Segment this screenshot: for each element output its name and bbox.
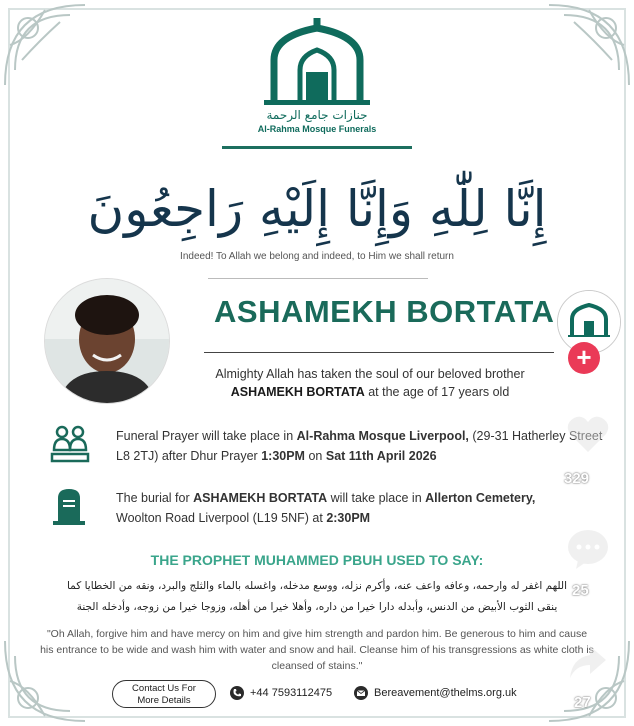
hadith-arabic-line: ينقى الثوب الأبيض من الدنس، وأبدله دارا خيرا من داره، وأهلا خيرا من أهله، وزوجا خيرا من زوجه، وأدخله الجنة (76, 601, 558, 613)
prayer-date: Sat 11th April 2026 (325, 449, 437, 463)
grave-icon (52, 486, 86, 531)
intro-name: ASHAMEKH BORTATA (230, 385, 365, 399)
announcement-text (180, 365, 560, 401)
phone-contact[interactable] (230, 686, 332, 700)
prayer-text: Funeral Prayer will take place in (116, 429, 294, 443)
share-icon[interactable] (568, 644, 608, 685)
burial-name: ASHAMEKH BORTATA (193, 491, 328, 505)
heart-icon[interactable] (566, 414, 610, 459)
ornament-corner-top-right (544, 0, 634, 90)
phone-number: +44 7593112475 (250, 686, 333, 699)
like-count: 329 (564, 470, 590, 487)
verse-calligraphy: إِنَّا لِلّٰهِ وَإِنَّا إِلَيْهِ رَاجِعُونَ (87, 180, 547, 238)
divider (222, 146, 412, 149)
ornament-corner-top-left (0, 0, 90, 90)
prayer-on: on (308, 449, 323, 463)
mosque-logo-icon (262, 14, 372, 106)
hadith-arabic (56, 576, 578, 618)
verse-translation: Indeed! To Allah we belong and indeed, to Him we shall return (180, 251, 454, 262)
follow-plus-button[interactable]: + (568, 342, 600, 374)
burial-time: 2:30PM (326, 511, 371, 525)
deceased-photo (44, 278, 170, 404)
people-praying-icon (50, 424, 90, 469)
burial-info (116, 488, 616, 528)
contact-line: More Details (137, 695, 191, 706)
logo-arabic-text: جنازات جامع الرحمة (266, 108, 368, 122)
intro-line: Almighty Allah has taken the soul of our beloved brother (215, 367, 525, 381)
burial-text-2: will take place in (330, 491, 422, 505)
email-icon (354, 686, 368, 700)
funeral-prayer-info (116, 426, 616, 466)
burial-text: The burial for (116, 491, 190, 505)
share-count: 27 (574, 694, 591, 711)
prayer-mosque: Al-Rahma Mosque Liverpool, (296, 429, 469, 443)
comment-count: 25 (572, 582, 589, 599)
hadith-arabic-line: اللهم اغفر له وارحمه، وعافه واعف عنه، وأكرم نزله، ووسع مدخله، واغسله بالماء والثلج والبرد، ونقه من الخطايا كما (66, 580, 568, 592)
email-contact[interactable] (354, 686, 517, 700)
comment-icon[interactable] (566, 528, 610, 575)
divider (208, 278, 428, 279)
deceased-name: ASHAMEKH BORTATA (214, 294, 555, 329)
contact-footer (112, 680, 532, 710)
burial-address: Woolton Road Liverpool (L19 5NF) at (116, 511, 323, 525)
prayer-address: (29-31 Hatherley Street L8 2TJ) after Dhur Prayer (116, 429, 603, 463)
contact-line: Contact Us For (132, 683, 196, 694)
logo-english-text: Al-Rahma Mosque Funerals (257, 124, 377, 134)
hadith-heading: THE PROPHET MUHAMMED PBUH USED TO SAY: (150, 552, 484, 568)
prayer-time: 1:30PM (261, 449, 305, 463)
burial-cemetery: Allerton Cemetery, (425, 491, 536, 505)
email-address: Bereavement@thelms.org.uk (374, 686, 517, 699)
intro-age: at the age of 17 years old (368, 385, 510, 399)
phone-icon (230, 686, 244, 700)
contact-us-button[interactable] (112, 680, 216, 708)
divider (204, 352, 554, 353)
hadith-english: "Oh Allah, forgive him and have mercy on him and give him strength and pardon him. Be generous to him and cause his entrance to be wide and wash him with water and snow and hail. Cleanse him of his transgressions as white cloth is cleansed of stains." (40, 628, 594, 672)
